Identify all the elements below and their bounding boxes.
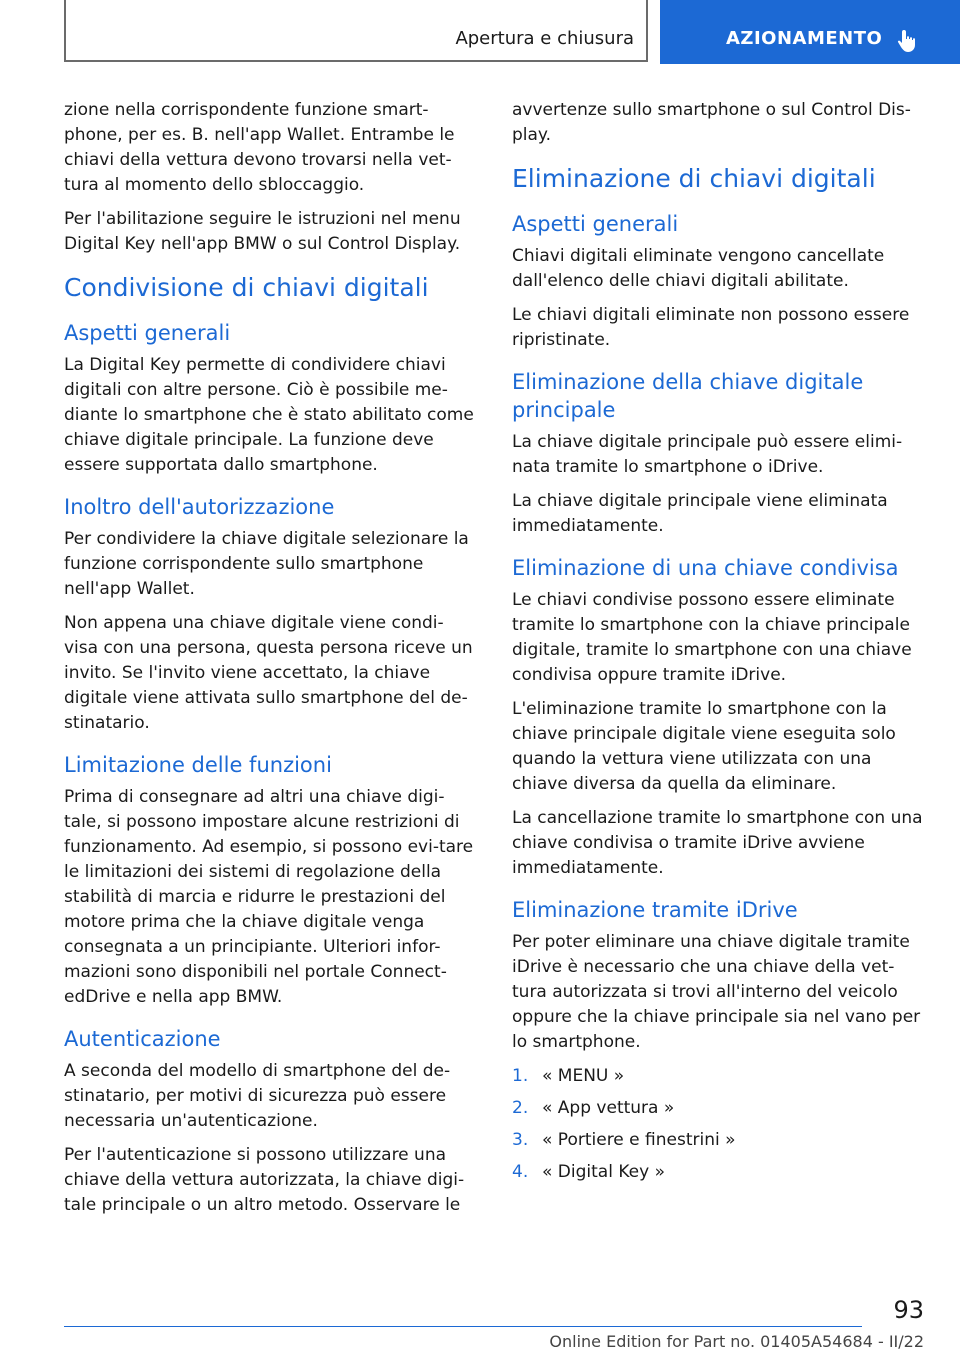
- paragraph: A seconda del modello di smartphone del de-stinatario, per motivi di sicurezza può essere necessaria un'autenticazione.: [64, 1061, 451, 1131]
- step-text: « App vettura »: [542, 1098, 675, 1118]
- paragraph: Prima di consegnare ad altri una chiave digi-tale, si possono impostare alcune restrizioni di funzionamento. Ad esempio, si possono evi-tare le limitazioni dei sistemi di regolazione della stabilità di marcia e ridurre le prestazioni del motore prima che la chiave digitale venga consegnata a un principiante. Ulteriori infor-mazioni sono disponibili nel portale Connect-edDrive e nella app BMW.: [64, 787, 474, 1007]
- footer-edition: Online Edition for Part no. 01405A54684 - II/22: [549, 1332, 924, 1351]
- right-column: [512, 98, 924, 1192]
- subheading-general: Aspetti generali: [512, 212, 679, 236]
- heading-delete: Eliminazione di chiavi digitali: [512, 164, 876, 193]
- list-item: [512, 1128, 924, 1153]
- step-number: 3.: [512, 1130, 529, 1150]
- paragraph: La Digital Key permette di condividere chiavi digitali con altre persone. Ciò è possibile me-diante lo smartphone che è stato abilitato come chiave digitale principale. La funzione deve essere supportata dallo smartphone.: [64, 355, 474, 475]
- section-title: Apertura e chiusura: [455, 28, 634, 49]
- step-number: 4.: [512, 1162, 529, 1182]
- paragraph: avvertenze sullo smartphone o sul Control Dis-play.: [512, 100, 911, 145]
- footer-divider: [64, 1326, 862, 1327]
- list-item: [512, 1064, 924, 1089]
- subheading-main-key: Eliminazione della chiave digitale principale: [512, 370, 864, 422]
- paragraph: La chiave digitale principale può essere elimi-nata tramite lo smartphone o iDrive.: [512, 432, 903, 477]
- step-number: 1.: [512, 1066, 529, 1086]
- step-text: « Portiere e finestrini »: [542, 1130, 736, 1150]
- subheading-general: Aspetti generali: [64, 321, 231, 345]
- paragraph: Le chiavi condivise possono essere eliminate tramite lo smartphone con la chiave principale digitale, tramite lo smartphone con una chiave condivisa oppure tramite iDrive.: [512, 590, 912, 685]
- hand-pointer-icon: [895, 28, 921, 54]
- subheading-forward: Inoltro dell'autorizzazione: [64, 495, 335, 519]
- paragraph: Per poter eliminare una chiave digitale tramite iDrive è necessario che una chiave della vet-tura autorizzata si trovi all'interno del veicolo oppure che la chiave principale sia nel vano per lo smartphone.: [512, 932, 921, 1052]
- step-number: 2.: [512, 1098, 529, 1118]
- paragraph: Non appena una chiave digitale viene condi-visa con una persona, questa persona riceve un invito. Se l'invito viene accettato, la chiave digitale viene attivata sullo smartphone del de-stinatario.: [64, 613, 473, 733]
- paragraph: La chiave digitale principale viene eliminata immediatamente.: [512, 491, 888, 536]
- paragraph: zione nella corrispondente funzione smart-phone, per es. B. nell'app Wallet. Entrambe le chiavi della vettura devono trovarsi nella vet-tura al momento dello sbloccaggio.: [64, 100, 455, 195]
- paragraph: Per l'abilitazione seguire le istruzioni nel menu Digital Key nell'app BMW o sul Control Display.: [64, 209, 461, 254]
- chapter-label: AZIONAMENTO: [726, 28, 883, 49]
- paragraph: Le chiavi digitali eliminate non possono essere ripristinate.: [512, 305, 910, 350]
- step-text: « MENU »: [542, 1066, 625, 1086]
- subheading-shared-key: Eliminazione di una chiave condivisa: [512, 556, 899, 580]
- paragraph: La cancellazione tramite lo smartphone con una chiave condivisa o tramite iDrive avviene immediatamente.: [512, 808, 923, 878]
- step-text: « Digital Key »: [542, 1162, 665, 1182]
- paragraph: L'eliminazione tramite lo smartphone con la chiave principale digitale viene eseguita solo quando la vettura viene utilizzata con una chiave diversa da quella da eliminare.: [512, 699, 896, 794]
- subheading-limits: Limitazione delle funzioni: [64, 753, 332, 777]
- steps-list: [512, 1064, 924, 1185]
- subheading-auth: Autenticazione: [64, 1027, 221, 1051]
- list-item: [512, 1096, 924, 1121]
- heading-sharing: Condivisione di chiavi digitali: [64, 273, 429, 302]
- list-item: [512, 1160, 924, 1185]
- paragraph: Per l'autenticazione si possono utilizzare una chiave della vettura autorizzata, la chiave digi-tale principale o un altro metodo. Osservare le: [64, 1145, 465, 1215]
- paragraph: Per condividere la chiave digitale selezionare la funzione corrispondente sullo smartphone nell'app Wallet.: [64, 529, 469, 599]
- subheading-idrive: Eliminazione tramite iDrive: [512, 898, 798, 922]
- left-column: [64, 98, 476, 1227]
- paragraph: Chiavi digitali eliminate vengono cancellate dall'elenco delle chiavi digitali abilitate.: [512, 246, 885, 291]
- page-number: 93: [893, 1296, 924, 1324]
